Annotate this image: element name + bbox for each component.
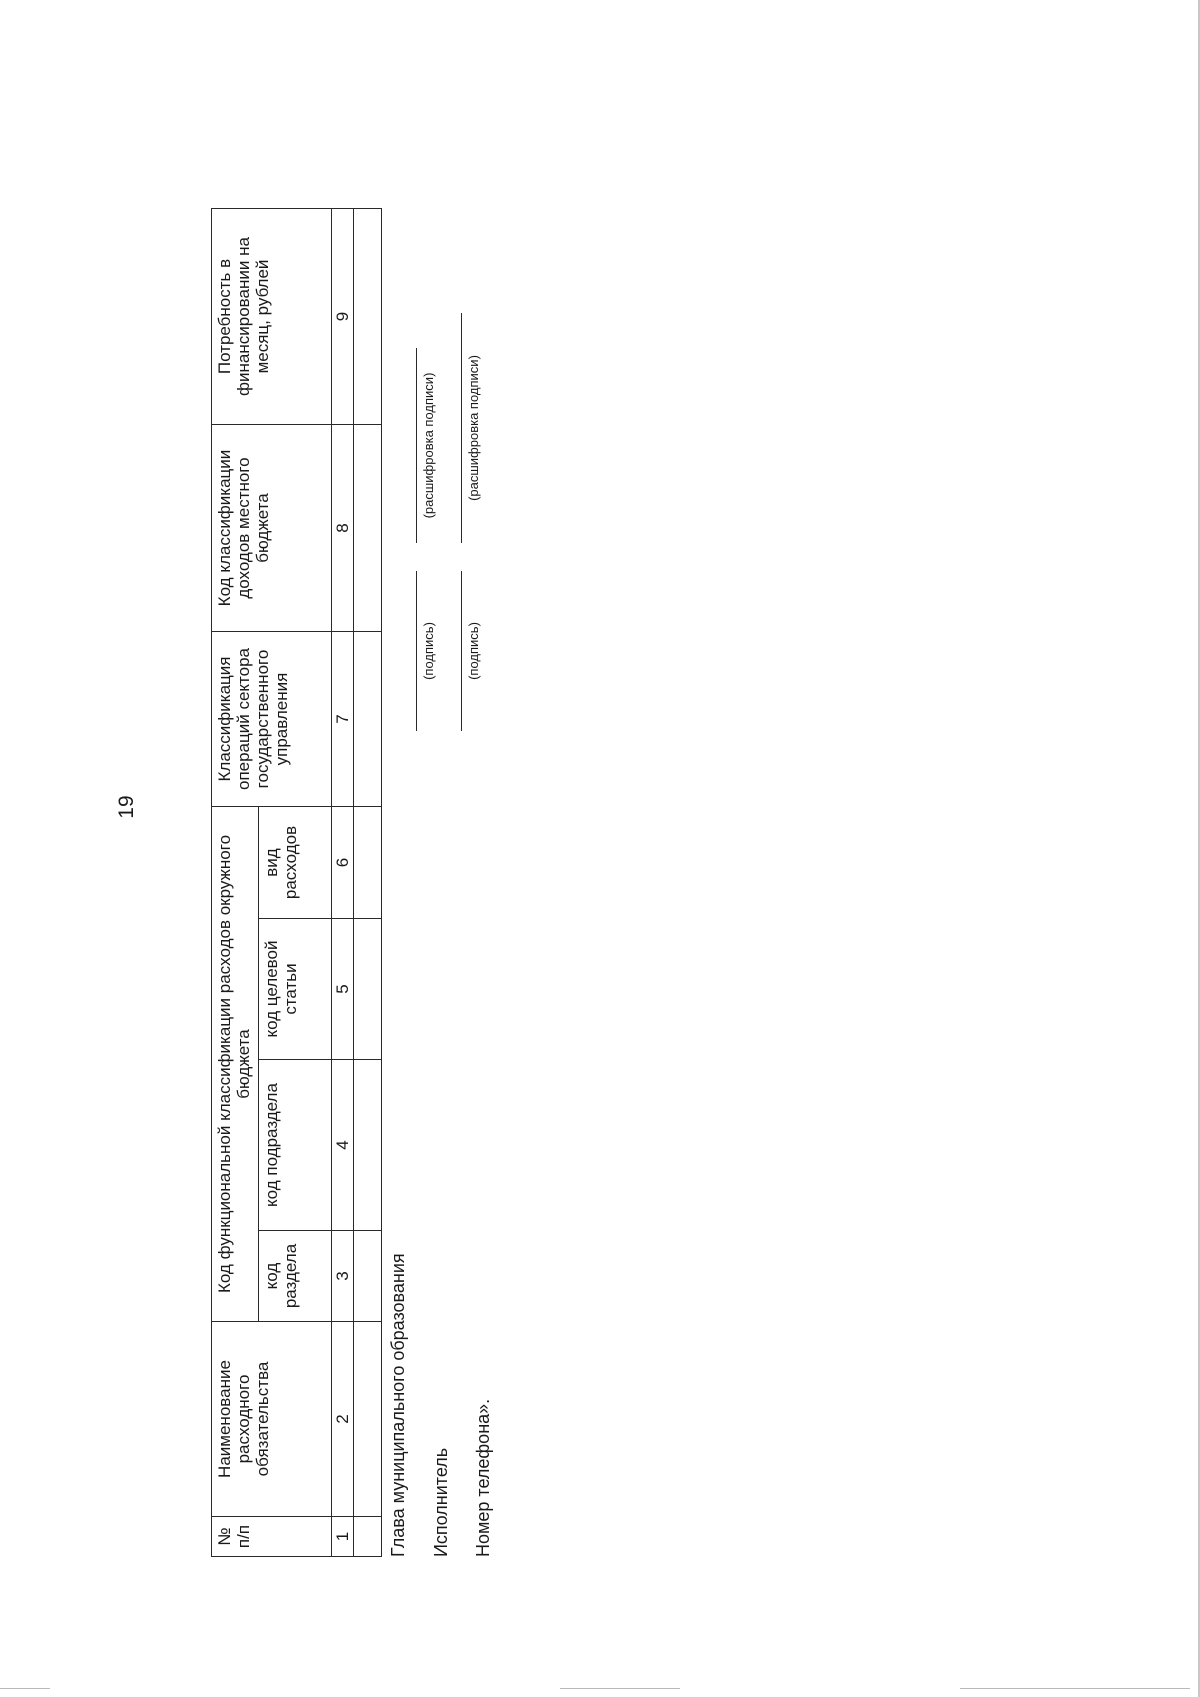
col-number-cell: 9 bbox=[332, 209, 354, 425]
executor-label: Исполнитель bbox=[431, 1447, 451, 1557]
col-number-cell: 5 bbox=[332, 919, 354, 1060]
table-cell bbox=[354, 1517, 382, 1557]
scan-artifact bbox=[560, 1688, 680, 1689]
header-col-expense-type: вид расходов bbox=[259, 807, 332, 919]
table-row bbox=[354, 209, 382, 1557]
scan-artifact bbox=[0, 1688, 50, 1689]
header-col-subsection: код подраздела bbox=[259, 1060, 332, 1231]
col-number-cell: 1 bbox=[332, 1517, 354, 1557]
table-cell bbox=[354, 1231, 382, 1322]
executor-signature-caption: (подпись) bbox=[466, 622, 481, 680]
col-number-cell: 3 bbox=[332, 1231, 354, 1322]
header-col-income-code: Код классификации доходов местного бюджета bbox=[212, 425, 332, 632]
col-number-cell: 6 bbox=[332, 807, 354, 919]
header-col-number: № п/п bbox=[212, 1517, 332, 1557]
table-cell bbox=[354, 425, 382, 632]
table-cell bbox=[354, 1060, 382, 1231]
col-number-cell: 4 bbox=[332, 1060, 354, 1231]
table-cell bbox=[354, 632, 382, 807]
header-group-classification: Код функциональной классификации расходов окружного бюджета bbox=[212, 807, 259, 1322]
col-number-cell: 2 bbox=[332, 1322, 354, 1517]
col-number-cell: 7 bbox=[332, 632, 354, 807]
phone-label: Номер телефона». bbox=[473, 1398, 493, 1557]
rotated-page bbox=[115, 57, 1200, 1557]
header-col-operations: Классификация операций сектора государственного управления bbox=[212, 632, 332, 807]
executor-decoding-line bbox=[461, 313, 462, 543]
table-header-row bbox=[212, 209, 259, 1557]
table-numbering-row bbox=[332, 209, 354, 1557]
head-label: Глава муниципального образования bbox=[388, 1253, 408, 1557]
header-col-section: код раздела bbox=[259, 1231, 332, 1322]
head-signature-line bbox=[416, 571, 417, 731]
table-cell bbox=[354, 1322, 382, 1517]
financing-table bbox=[211, 208, 382, 1557]
executor-decoding-caption: (расшифровка подписи) bbox=[466, 355, 481, 501]
executor-signature-line bbox=[461, 571, 462, 731]
table-cell bbox=[354, 919, 382, 1060]
head-decoding-line bbox=[416, 348, 417, 543]
page-number: 19 bbox=[115, 795, 138, 819]
head-signature-caption: (подпись) bbox=[421, 622, 436, 680]
header-col-target: код целевой статьи bbox=[259, 919, 332, 1060]
header-col-obligation: Наименование расходного обязательства bbox=[212, 1322, 332, 1517]
table-cell bbox=[354, 209, 382, 425]
col-number-cell: 8 bbox=[332, 425, 354, 632]
header-col-need: Потребность в финансировании на месяц, рублей bbox=[212, 209, 332, 425]
table-cell bbox=[354, 807, 382, 919]
scan-artifact bbox=[960, 1688, 1190, 1689]
head-decoding-caption: (расшифровка подписи) bbox=[421, 372, 436, 519]
